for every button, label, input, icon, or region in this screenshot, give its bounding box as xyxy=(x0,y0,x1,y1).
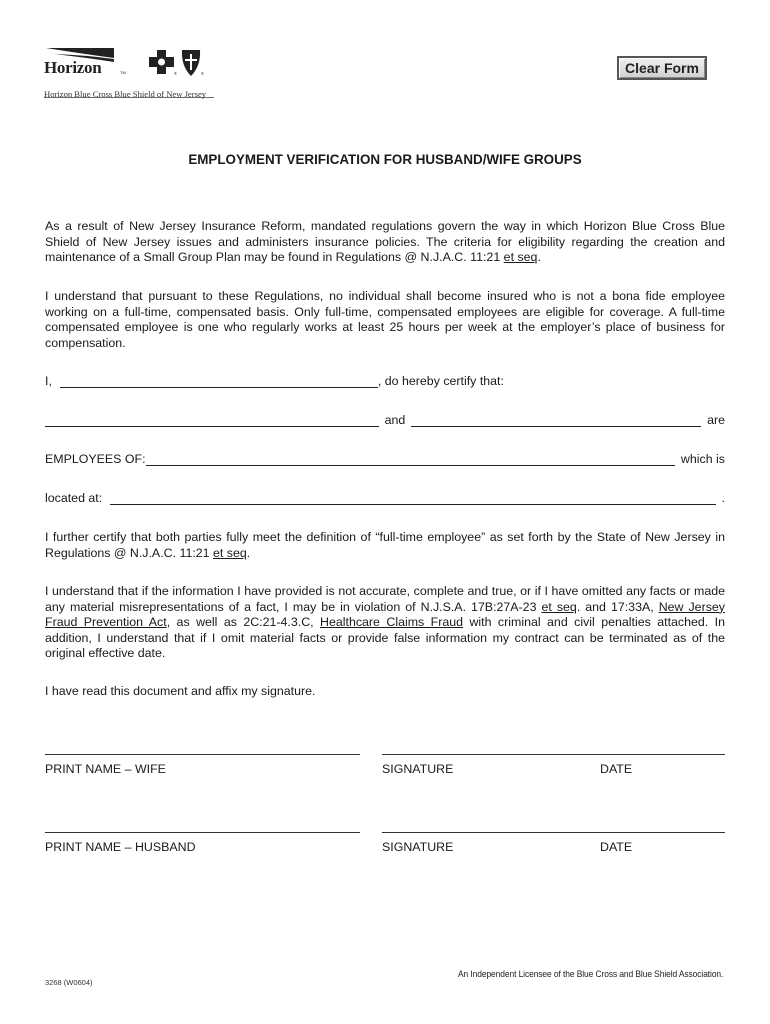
paragraph-end: . xyxy=(246,545,251,560)
which-is-label: which is xyxy=(680,452,725,466)
certifier-name-field[interactable] xyxy=(60,375,378,388)
employees-names-row xyxy=(45,413,725,427)
paragraph-further-certify xyxy=(45,530,725,561)
paragraph-fraud-warning xyxy=(45,584,725,662)
document-title: EMPLOYMENT VERIFICATION FOR HUSBAND/WIFE GROUPS xyxy=(188,152,582,167)
employer-field[interactable] xyxy=(146,453,675,466)
print-name-wife-label: PRINT NAME – WIFE xyxy=(45,762,166,776)
et-seq-link: et seq xyxy=(503,250,538,265)
et-seq-link: et seq xyxy=(213,545,247,560)
certify-row xyxy=(45,374,515,388)
logo-trademark: TM xyxy=(120,70,126,75)
clear-form-button[interactable]: Clear Form xyxy=(617,56,707,80)
blue-shield-icon xyxy=(182,50,200,76)
fraud-prevention-act-link: New Jersey Fraud Prevention Act xyxy=(45,599,725,630)
employees-of-row xyxy=(45,452,725,466)
are-label: are xyxy=(707,413,725,427)
signature-label: SIGNATURE xyxy=(382,762,454,776)
logo-subtitle: Horizon Blue Cross Blue Shield of New Jersey xyxy=(44,89,207,99)
fraud-text-d: with criminal and civil penalties attached. In addition, I understand that if I omit material facts or provide false information my contract can be terminated as of the original effective date. xyxy=(45,615,725,661)
certify-suffix: , do hereby certify that: xyxy=(377,374,504,388)
paragraph-reform-text: As a result of New Jersey Insurance Reform, mandated regulations govern the way in which Horizon Blue Cross Blue Shield of New Jersey issues and administers insurance policies. The criteria for eligibility regarding the creation and maintenance of a Small Group Plan may be found in Regulations @ N.J.A.C. 11:21 xyxy=(45,219,725,265)
healthcare-claims-fraud-link: Healthcare Claims Fraud xyxy=(320,615,464,630)
certify-prefix: I, xyxy=(45,374,52,388)
and-label: and xyxy=(384,413,406,427)
fraud-text-a: I understand that if the information I have provided is not accurate, complete and true, or if I have omitted any facts or made any material misrepresentations of a fact, I may be in violation of N.J.S.A. 17B:27A-23 xyxy=(45,584,725,614)
svg-text:®: ® xyxy=(174,71,177,76)
print-name-husband-label: PRINT NAME – HUSBAND xyxy=(45,840,196,854)
signature-label: SIGNATURE xyxy=(382,840,454,854)
fraud-text-c: , as well as 2C:21-4.3.C, xyxy=(166,615,321,630)
license-footer: An Independent Licensee of the Blue Cross and Blue Shield Association. xyxy=(458,968,724,979)
employee-two-field[interactable] xyxy=(411,414,701,427)
signature-wife-field[interactable] xyxy=(382,754,725,755)
logo-wordmark: Horizon xyxy=(44,58,102,77)
paragraph-reform xyxy=(45,219,725,266)
paragraph-end: . xyxy=(537,250,541,265)
print-name-wife-field[interactable] xyxy=(45,754,360,755)
located-end: . xyxy=(721,491,725,505)
date-label: DATE xyxy=(600,762,633,776)
paragraph-understand: I understand that pursuant to these Regulations, no individual shall become insured who is not a bona fide employee working on a full-time, compensated basis. Only full-time, compensated employees are eligible for coverage. A full-time compensated employee is one who regularly works at least 25 hours per week at the employer’s place of business for compensation. xyxy=(45,289,725,350)
fraud-text-b: . and 17:33A, xyxy=(576,599,659,614)
form-code: 3268 (W0604) xyxy=(45,978,93,987)
paragraph-affix-signature: I have read this document and affix my signature. xyxy=(45,684,316,698)
located-at-row xyxy=(45,491,725,505)
employer-address-field[interactable] xyxy=(110,492,715,505)
employees-of-label: EMPLOYEES OF: xyxy=(45,452,146,466)
blue-cross-icon xyxy=(149,50,174,74)
et-seq-link: et seq xyxy=(541,599,577,614)
date-label: DATE xyxy=(600,840,633,854)
paragraph-further-certify-text: I further certify that both parties fully meet the definition of “full-time employee” as set forth by the State of New Jersey in Regulations @ N.J.A.C. 11:21 xyxy=(45,530,725,560)
print-name-husband-field[interactable] xyxy=(45,832,360,833)
employee-one-field[interactable] xyxy=(45,414,379,427)
signature-husband-field[interactable] xyxy=(382,832,725,833)
located-at-label: located at: xyxy=(45,491,103,505)
svg-text:®: ® xyxy=(201,71,204,76)
